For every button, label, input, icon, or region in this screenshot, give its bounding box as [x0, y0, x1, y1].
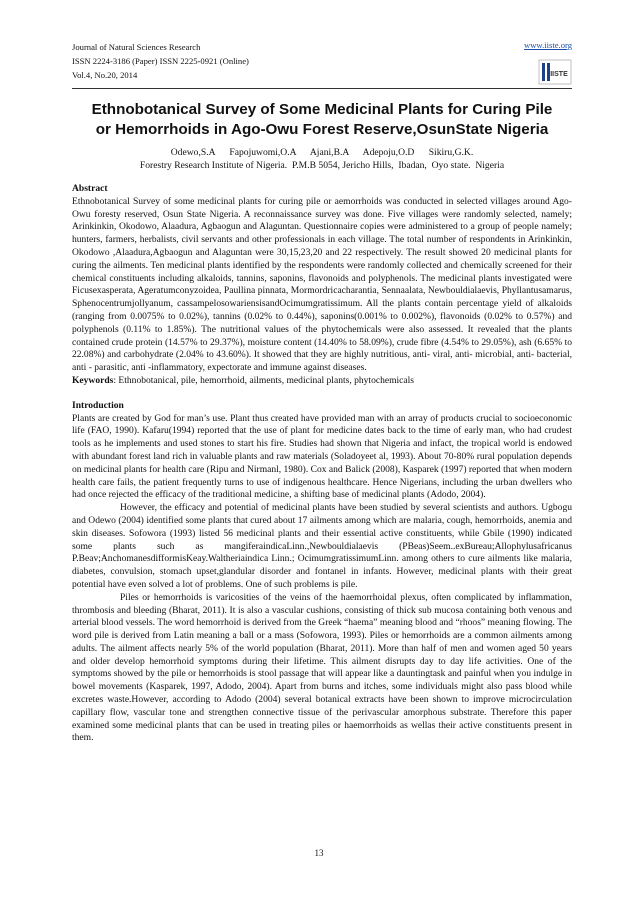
intro-paragraph-1: Plants are created by God for man’s use. Plant thus created have provided man with an array of products crucial to socioeconomic life (FAO, 1990). Kafaru(1994) reported that the use of plant for medicine dates back to the time of early man, who had crudest tools as he implements and used stones to start his fire. Studies had shown that Nigeria and infact, the tropical world is endowed with abundant forest land rich in valuable plants and raw materials (Soladoyeet al, 1993). About 70-80% rural population depends on medicinal plants for health care (Ripu and Nirmanl, 1980). Cox and Balick (2008), Kasparek (1997) reported that when modern health care fails, the patient frequently turns to use of indigenous healthcare. Hence Nigerians, including the urban dwellers who had once rejected the efficacy of the traditional medicine, a shifting base of medicinal plants (Adodo, 2004). — [72, 412, 573, 501]
author-affiliation: Forestry Research Institute of Nigeria. P.M.B 5054, Jericho Hills, Ibadan, Oyo state. Nigeria — [139, 160, 505, 171]
journal-name: Journal of Natural Sciences Research — [72, 42, 201, 52]
keywords-label: Keywords — [72, 374, 114, 386]
page-number: 13 — [314, 848, 324, 858]
introduction-heading: Introduction — [72, 399, 124, 411]
logo-text: IISTE — [550, 71, 568, 78]
issn-line: ISSN 2224-3186 (Paper) ISSN 2225-0921 (Online) — [72, 56, 249, 66]
volume-line: Vol.4, No.20, 2014 — [72, 70, 138, 80]
paper-body — [72, 183, 572, 745]
section-gap — [72, 388, 572, 400]
intro-paragraph-2: However, the efficacy and potential of medicinal plants have been studied by several scientists and authors. Ugbogu and Odewo (2004) identified some plants that cured about 17 ailments among which are malaria, cough, hemorrhoids, anemia and skin diseases. Sofowora (1993) listed 56 medicinal plants and their essential active constituents, while Gbile (1990) indicated some plants such as mangiferaindicaLinn.,Newbouldialaevis (PBeas)Seem..exBureau;Allophylusafricanus P.Beav;AnchomanesdifformisKeay.Waltheriaindica Linn.; OcimumgratissimumLinn. among others to cure ailments like malaria, diabetes, convulsion, stomach upset,glandular disorder and fontanel in infants. However, medicinal plants with their great potential have even solved a lot of problems. One of such problems is pile. — [72, 502, 572, 590]
journal-url-link[interactable]: www.iiste.org — [524, 40, 572, 50]
keywords-text: : Ethnobotanical, pile, hemorrhoid, ailments, medicinal plants, phytochemicals — [113, 374, 415, 386]
keywords-line — [72, 375, 572, 388]
title-line-1: Ethnobotanical Survey of Some Medicinal Plants for Curing Pile — [91, 101, 553, 118]
journal-header — [72, 40, 572, 82]
iiste-logo — [538, 59, 572, 85]
abstract-heading: Abstract — [72, 183, 108, 194]
author-list: Odewo,S.A Fapojuwomi,O.A Ajani,B.A Adepoju,O.D Sikiru,G.K. — [170, 147, 474, 158]
paper-title — [72, 100, 572, 140]
abstract-text: Ethnobotanical Survey of some medicinal plants for curing pile or aemorrhoids was conducted in selected villages around Ago-Owu foresty reserved, Osun State Nigeria. A reconnaissance survey was done. Five villages were randomly selected, namely; Arinkinkin, Okodowo, Alaadura, Agbaogun and Alaguntan. Questionnaire copies were administered to a group of people namely; hunters, farmers, herbalists, civil servants and other professionals in each village. The total number of respondents in Arinkinkin, Okodowo ,Alaadura,Agbaogun and Alaguntan were 30,15,23,20 and 22 respectively. The result showed 20 medicinal plants for curing the ailments. Ten medicinal plants identified by the respondents were randomly collected and chemically screened for their chemical constituents including alkaloids, tannins, saponins, flavonoids and polyphenols. The medicinal plants investigated were Ficusexasperata, Ageratumconyzoidea, Paullina pinnata, Mormordricacharantia, Sennaalata, Newbouldialaevis, Phyllantusamarus, Sphenocentrumjollyanum, cassampelosowariensisandOcimumgratissimum. All the plants contain percentage yield of alkaloids (ranging from 0.0075% to 0.02%), tannins (0.02% to 0.44%), saponins(0.001% to 0.002%), flavonoids (0.02% to 0.57%) and polyphenols (0.11% to 1.85%). The nutritional values of the phytochemicals were also assessed. It revealed that the plants contained crude protein (14.57% to 29.37%), moisture content (14.40% to 58.09%), crude fibre (4.54% to 29.05%), ash (6.65% to 22.08%) and carbohydrate (2.04% to 43.60%). It showed that they are highly nutritious, anti- viral, anti- microbial, anti- bacterial, anti - parasitic, anti -inflammatory, expectorate and immune against diseases. — [72, 195, 572, 374]
intro-paragraph-3: Piles or hemorrhoids is varicosities of the veins of the haemorrhoidal plexus, often complicated by inflammation, thrombosis and bleeding (Bharat, 2011). It is also a vascular cushions, consisting of thick sub mucosa containing both venous and arterial blood vessels. The word hemorrhoid is derived from the Greek “haema” meaning blood and “rhoos” meaning flowing. The word pile is derived from Latin meaning a ball or a mass (Sofowora, 1993). Piles or hemorrhoids are a common ailments among adults. The ailment affects nearly 5% of the world population (Bharat, 2011). More than half of men and women aged 50 years and older develop hemorrhoid symptoms during their lifetime. This ailment disrupts day to day life activities. One of the symptoms showed by the pile or hemorrhoids is stool passage that will appear like a dauntingtask and painful when you indulge in bowel movements (Kasparek, 1997, Adodo, 2004). Apart from burns and itches, some individuals might also pass blood while excretes waste.However, according to Adodo (2004) several botanical extracts have been shown to improve microcirculation capillary flow, vascular tone and strengthen connective tissue of the perivascular amorphous substrate. Therefore this paper examined some medicinal plants that can be used in treating piles or haemorrhoids as wellas their active constituents present in them. — [72, 591, 572, 744]
title-line-2: or Hemorrhoids in Ago-Owu Forest Reserve,OsunState Nigeria — [95, 121, 549, 138]
header-divider — [72, 88, 572, 89]
